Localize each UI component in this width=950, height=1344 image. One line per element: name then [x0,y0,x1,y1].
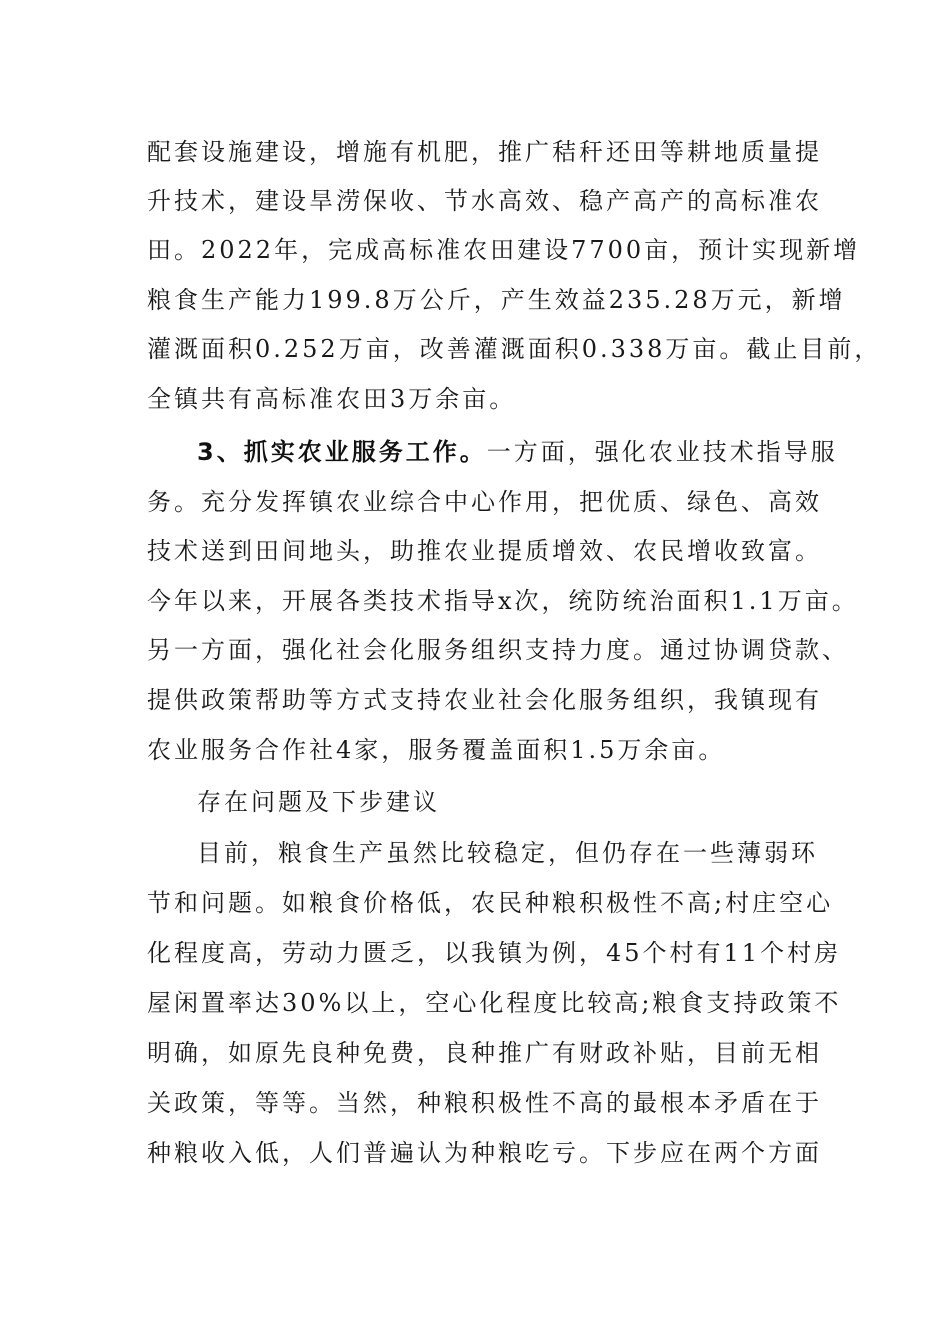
paragraph-line: 今年以来，开展各类技术指导x次，统防统治面积1.1万亩。 [147,587,859,615]
paragraph-line: 化程度高，劳动力匮乏，以我镇为例，45个村有11个村房 [147,939,842,967]
paragraph-line: 明确，如原先良种免费，良种推广有财政补贴，目前无相 [147,1039,822,1067]
paragraph-line: 全镇共有高标准农田3万余亩。 [147,385,517,413]
section-3-first-line [197,437,838,467]
paragraph-line: 务。充分发挥镇农业综合中心作用，把优质、绿色、高效 [147,488,822,516]
paragraph-line: 关政策，等等。当然，种粮积极性不高的最根本矛盾在于 [147,1089,822,1117]
paragraph-line: 另一方面，强化社会化服务组织支持力度。通过协调贷款、 [147,636,849,664]
paragraph-line: 屋闲置率达30%以上，空心化程度比较高;粮食支持政策不 [147,989,842,1017]
paragraph-line: 田。2022年，完成高标准农田建设7700亩，预计实现新增 [147,236,861,264]
paragraph-line: 粮食生产能力199.8万公斤，产生效益235.28万元，新增 [147,286,846,314]
paragraph-line: 种粮收入低，人们普遍认为种粮吃亏。下步应在两个方面 [147,1139,822,1167]
paragraph-line: 农业服务合作社4家，服务覆盖面积1.5万余亩。 [147,736,726,764]
paragraph-line: 目前，粮食生产虽然比较稳定，但仍存在一些薄弱环 [197,839,818,867]
paragraph-line: 升技术，建设旱涝保收、节水高效、稳产高产的高标准农 [147,187,822,215]
problems-heading: 存在问题及下步建议 [197,788,440,816]
paragraph-line: 节和问题。如粮食价格低，农民种粮积极性不高;村庄空心 [147,889,834,917]
paragraph-line: 灌溉面积0.252万亩，改善灌溉面积0.338万亩。截止目前， [147,335,882,363]
paragraph-line: 配套设施建设，增施有机肥，推广秸秆还田等耕地质量提 [147,138,822,166]
section-3-heading: 3、抓实农业服务工作。 [197,438,487,466]
section-3-first-line-text: 一方面，强化农业技术指导服 [486,438,838,466]
paragraph-line: 技术送到田间地头，助推农业提质增效、农民增收致富。 [147,537,822,565]
paragraph-line: 提供政策帮助等方式支持农业社会化服务组织，我镇现有 [147,686,822,714]
